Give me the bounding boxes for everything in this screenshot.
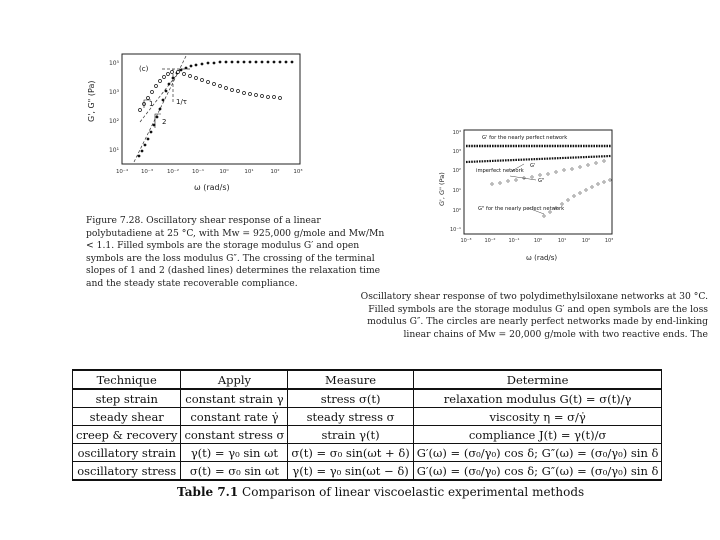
fig1-gprime-series (138, 61, 294, 158)
table-header-row (73, 370, 662, 389)
table-cell: σ(t) = σ₀ sin ωt (181, 462, 288, 481)
fig1-ytick: 10¹ (108, 147, 119, 154)
fig2-annotation-gdoubleprime: G" (538, 178, 545, 184)
fig2-xtick: 10¹ (557, 238, 567, 244)
fig1-ytick: 10⁵ (108, 60, 119, 67)
column-header: Apply (181, 370, 288, 389)
fig1-xtick: 10⁻² (166, 169, 180, 175)
fig1-ytick: 10² (108, 118, 119, 125)
fig1-xtick: 10⁻¹ (191, 169, 205, 175)
fig1-xtick: 10¹ (244, 169, 254, 175)
table-row (73, 426, 662, 444)
fig1-gdoubleprime-series (139, 71, 282, 112)
figure-1-caption: Figure 7.28. Oscillatory shear response of a linear polybutadiene at 25 °C, with Mw = 925,000 g/mole and Mw/Mn < 1.1. Filled symbols are the storage modulus G′ and open symbols are the loss modulus G″. The crossing of the terminal slopes of 1 and 2 (dashed lines) determines the relaxation time and the steady state recoverable compliance. (86, 215, 385, 289)
table-cell: strain γ(t) (288, 426, 413, 444)
table-cell: creep & recovery (73, 426, 181, 444)
fig2-xtick: 10⁻³ (460, 238, 472, 244)
figure-2-ylabel: G', G" (Pa) (438, 172, 446, 206)
fig2-annotation-imperfect: imperfect network (476, 168, 524, 174)
figure-1-xlabel: ω (rad/s) (194, 183, 230, 192)
fig1-xtick: 10⁰ (219, 169, 229, 175)
fig2-xtick: 10² (581, 238, 591, 244)
fig1-xtick: 10⁻³ (140, 169, 154, 175)
table-cell: compliance J(t) = γ(t)/σ (413, 426, 662, 444)
table-row (73, 462, 662, 481)
table-row (73, 408, 662, 426)
table-cell: oscillatory stress (73, 462, 181, 481)
table-row (73, 389, 662, 408)
fig1-annotation-slope2: 2 (162, 118, 167, 126)
table-caption-label: Table 7.1 (177, 485, 239, 499)
fig1-ytick: 10³ (108, 89, 119, 96)
table-cell: step strain (73, 389, 181, 408)
fig2-ytick: 10³ (452, 149, 461, 155)
fig2-ytick: 10⁴ (452, 130, 461, 136)
table-cell: steady stress σ (288, 408, 413, 426)
fig1-xtick: 10⁻⁴ (115, 169, 129, 175)
fig2-ytick: 10⁰ (452, 208, 461, 214)
table-cell: γ(t) = γ₀ sin(ωt − δ) (288, 462, 413, 481)
figure-2-plot (432, 124, 622, 274)
table-cell: constant stress σ (181, 426, 288, 444)
comparison-table (72, 369, 662, 481)
figure-1-plot (82, 44, 312, 204)
column-header: Determine (413, 370, 662, 389)
table-cell: steady shear (73, 408, 181, 426)
fig2-xtick: 10⁰ (533, 238, 543, 244)
figure-1-frame (122, 54, 300, 164)
table-cell: stress σ(t) (288, 389, 413, 408)
fig2-annotation-perfect-gprime: G' for the nearly perfect network (482, 135, 568, 141)
figure-2-xlabel: ω (rad/s) (526, 254, 558, 262)
fig2-imperfect-gprime-series (466, 156, 611, 162)
table-cell: constant rate γ̇ (181, 408, 288, 426)
fig1-xtick: 10² (270, 169, 280, 175)
figure-1-ylabel: G', G" (Pa) (87, 80, 96, 122)
fig2-ytick: 10² (452, 168, 461, 174)
table-cell: viscosity η = σ/γ̇ (413, 408, 662, 426)
fig2-ytick: 10¹ (452, 188, 461, 194)
fig1-xtick: 10³ (293, 169, 303, 175)
table-cell: γ(t) = γ₀ sin ωt (181, 444, 288, 462)
table-cell: G′(ω) = (σ₀/γ₀) cos δ; G″(ω) = (σ₀/γ₀) sin δ (413, 444, 662, 462)
fig2-annotation-gprime: G' (530, 163, 536, 169)
table-row (73, 444, 662, 462)
fig2-xtick: 10⁻² (484, 238, 496, 244)
fig2-ytick: 10⁻¹ (449, 227, 461, 233)
fig2-xtick: 10⁻¹ (508, 238, 520, 244)
figure-2-caption: Oscillatory shear response of two polydimethylsiloxane networks at 30 °C. Filled symbols are the storage modulus G′ and open symbols are the loss modulus G″. The circles are nearly perfect networks made by end-linking linear chains of Mw = 20,000 g/mole with two reactive ends. The (360, 291, 708, 340)
fig1-annotation-slope1: 1 (149, 100, 154, 108)
table-cell: constant strain γ (181, 389, 288, 408)
table-caption (177, 485, 584, 499)
column-header: Technique (73, 370, 181, 389)
table-cell: relaxation modulus G(t) = σ(t)/γ (413, 389, 662, 408)
column-header: Measure (288, 370, 413, 389)
table-cell: σ(t) = σ₀ sin(ωt + δ) (288, 444, 413, 462)
fig1-annotation-tau: 1/τ (176, 98, 188, 106)
fig2-xtick: 10³ (604, 238, 614, 244)
table-cell: G′(ω) = (σ₀/γ₀) cos δ; G″(ω) = (σ₀/γ₀) sin δ (413, 462, 662, 481)
fig1-annotation-c: (c) (139, 65, 149, 73)
table-caption-text: Comparison of linear viscoelastic experimental methods (242, 485, 585, 499)
table-cell: oscillatory strain (73, 444, 181, 462)
fig2-annotation-perfect-gdoubleprime: G" for the nearly perfect network (478, 206, 565, 212)
